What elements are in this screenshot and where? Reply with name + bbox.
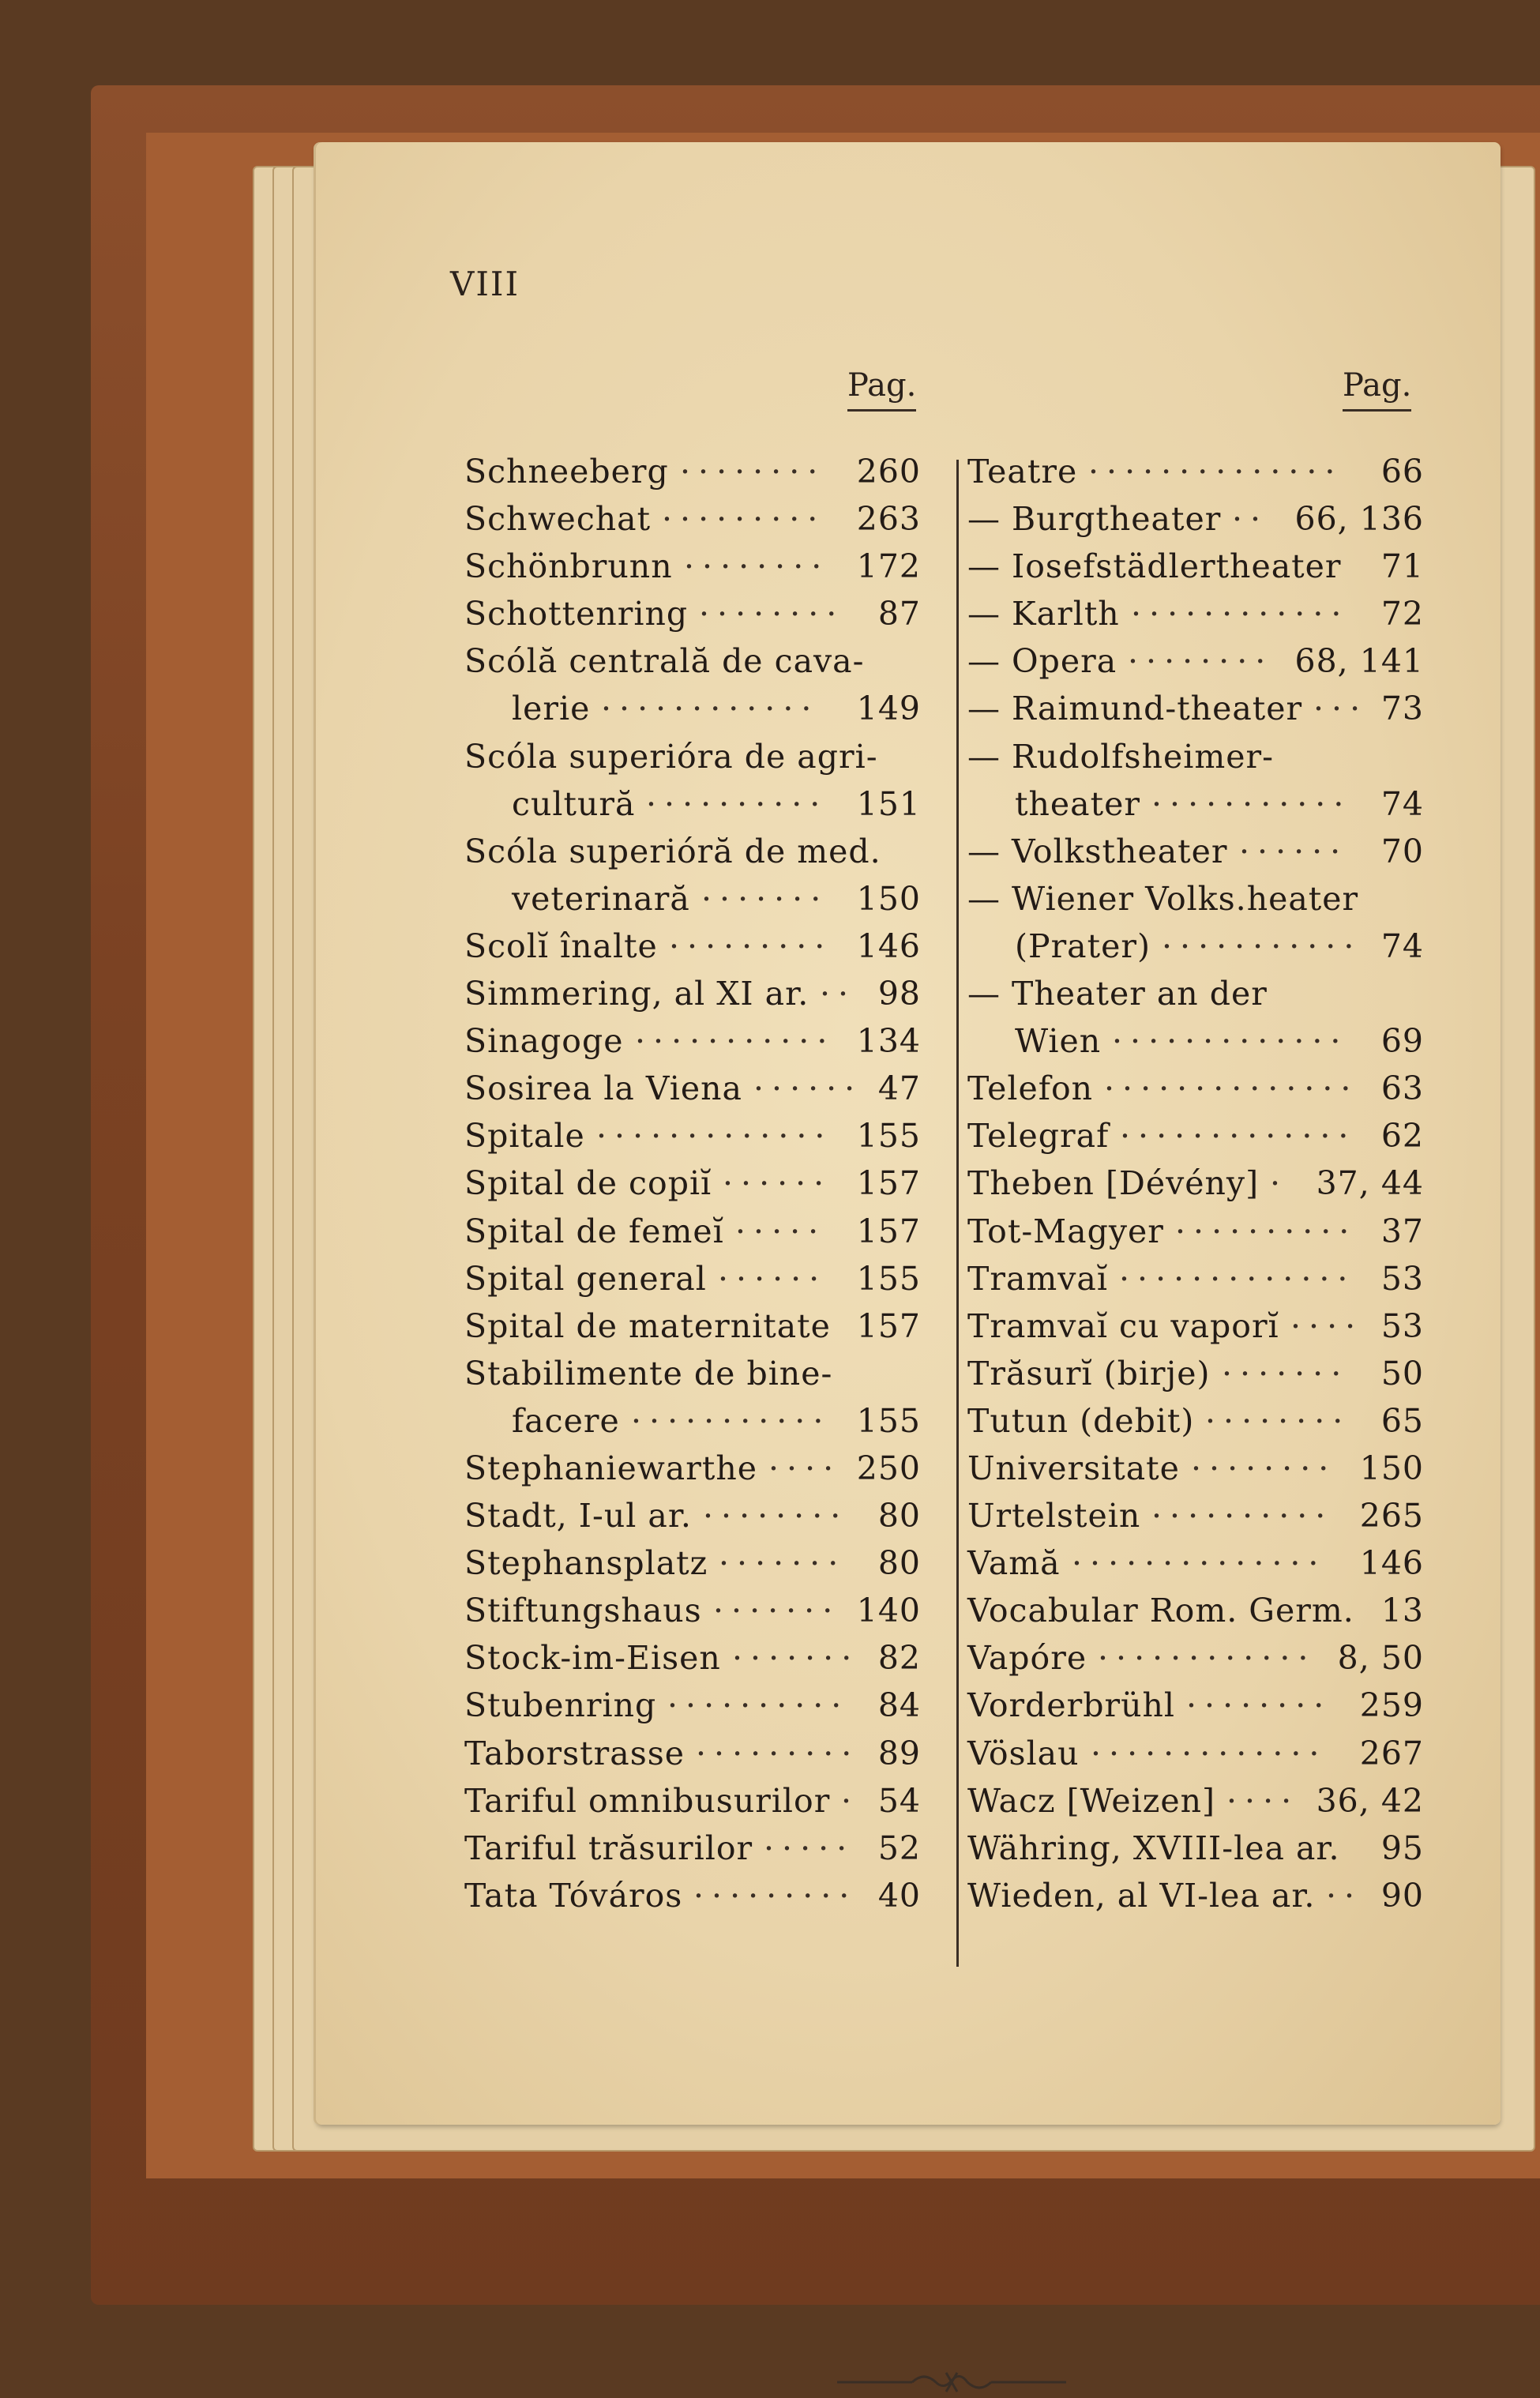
index-entry: Tot-Magyer <box>967 1212 1164 1250</box>
index-row <box>967 637 1424 685</box>
index-page-number: 250 <box>856 1449 921 1487</box>
dot-leader: ··· <box>1313 690 1369 728</box>
index-row <box>464 685 921 732</box>
index-row <box>464 1302 921 1350</box>
index-page-number: 267 <box>1359 1734 1424 1772</box>
index-page-number: 71 <box>1380 547 1424 586</box>
index-entry: Stiftungshaus <box>464 1592 702 1630</box>
index-entry: — Burgtheater <box>967 500 1222 539</box>
index-page-number: 155 <box>856 1401 921 1440</box>
dot-leader: ·········· <box>646 784 828 823</box>
index-row <box>967 875 1424 923</box>
index-entry: theater <box>1015 784 1140 823</box>
dot-leader: ············· <box>1120 1117 1357 1156</box>
index-row <box>464 1730 921 1777</box>
index-row <box>464 970 921 1017</box>
index-page-number: 98 <box>877 975 921 1013</box>
index-page-number: 80 <box>877 1544 921 1583</box>
index-row <box>464 1445 921 1492</box>
index-row <box>967 1065 1424 1112</box>
index-page-number: 157 <box>856 1164 921 1203</box>
index-row <box>967 970 1424 1017</box>
dot-leader: ·· <box>1326 1876 1363 1915</box>
dot-leader: ·········· <box>1151 1497 1334 1535</box>
pag-header-left: Pag. <box>847 365 916 412</box>
dot-leader: · <box>1270 1164 1289 1203</box>
index-entry: Stadt, I-ul ar. <box>464 1497 692 1535</box>
dot-leader: ·· <box>820 975 857 1013</box>
index-row <box>967 1777 1424 1825</box>
index-page-number: 74 <box>1380 784 1424 823</box>
index-row <box>464 637 921 685</box>
index-row <box>967 1017 1424 1065</box>
index-page-number: 66 <box>1380 453 1424 490</box>
dot-leader: ············· <box>1112 1022 1349 1061</box>
dot-leader: ········ <box>1128 642 1274 681</box>
dot-leader: ··········· <box>1151 784 1352 823</box>
index-entry: — Karlth <box>967 595 1120 633</box>
dot-leader: ··········· <box>635 1022 836 1061</box>
pag-header-right: Pag. <box>1343 365 1411 412</box>
dot-leader: ············ <box>1098 1639 1317 1678</box>
index-page-number: 65 <box>1380 1401 1424 1440</box>
dot-leader: · <box>841 1781 860 1820</box>
index-entry: Sosirea la Viena <box>464 1069 742 1108</box>
index-entry: Vöslau <box>967 1734 1080 1772</box>
index-entry: Tata Tóváros <box>464 1876 683 1915</box>
index-page-number: 151 <box>856 784 921 823</box>
dot-leader: ······· <box>719 1544 847 1583</box>
index-entry: Schwechat <box>464 500 652 539</box>
index-entry: cultură <box>512 784 636 823</box>
index-row <box>967 1730 1424 1777</box>
index-entry: lerie <box>512 690 591 728</box>
index-entry: Telefon <box>967 1069 1094 1108</box>
index-page-number: 87 <box>877 595 921 633</box>
index-row <box>967 1445 1424 1492</box>
index-page-number: 134 <box>856 1022 921 1061</box>
index-entry: (Prater) <box>1015 926 1151 965</box>
dot-leader: ········· <box>696 1734 860 1772</box>
index-entry: Stephaniewarthe <box>464 1449 757 1487</box>
index-row <box>967 495 1424 543</box>
index-entry: Spital de copiĭ <box>464 1164 712 1203</box>
index-entry: Tramvaĭ <box>967 1259 1108 1298</box>
dot-leader: ·············· <box>1072 1544 1327 1583</box>
index-row <box>967 1825 1424 1872</box>
index-page-number: 82 <box>877 1639 921 1678</box>
index-page-number: 62 <box>1380 1117 1424 1156</box>
index-entry: veterinară <box>512 879 690 918</box>
index-row <box>464 543 921 590</box>
index-page-number: 8, 50 <box>1337 1639 1424 1678</box>
index-page-number: 84 <box>877 1686 921 1725</box>
index-row <box>967 1634 1424 1682</box>
index-row <box>464 495 921 543</box>
index-row <box>967 1160 1424 1207</box>
index-entry: Vapóre <box>967 1639 1087 1678</box>
index-entry: Simmering, al XI ar. <box>464 975 809 1013</box>
dot-leader: ············· <box>1091 1734 1328 1772</box>
index-row <box>464 1872 921 1919</box>
index-page-number: 53 <box>1380 1306 1424 1345</box>
index-entry: Spital de femeĭ <box>464 1212 724 1250</box>
index-page-number: 53 <box>1380 1259 1424 1298</box>
dot-leader: ······ <box>1239 832 1349 870</box>
index-page-number: 150 <box>856 879 921 918</box>
index-page-number: 74 <box>1380 926 1424 965</box>
index-row <box>967 543 1424 590</box>
index-page-number: 90 <box>1380 1876 1424 1915</box>
dot-leader: ········· <box>662 500 826 539</box>
dot-leader: ······· <box>713 1592 841 1630</box>
index-entry: — Volkstheater <box>967 832 1228 870</box>
index-entry: Vorderbrühl <box>967 1686 1176 1725</box>
dot-leader: ·············· <box>1088 453 1343 490</box>
index-row <box>967 1208 1424 1255</box>
index-row <box>464 1397 921 1445</box>
index-row <box>464 1587 921 1634</box>
index-entry: — Iosefstädlertheater <box>967 547 1342 586</box>
index-entry: Währing, XVIII-lea ar. <box>967 1829 1340 1867</box>
index-column-right <box>967 448 1424 1919</box>
dot-leader: ········ <box>1205 1401 1351 1440</box>
index-entry: Scóla superióră de med. <box>464 832 881 870</box>
index-page-number: 157 <box>856 1212 921 1250</box>
index-page-number: 37 <box>1380 1212 1424 1250</box>
index-entry: Schottenring <box>464 595 689 633</box>
dot-leader: ··········· <box>631 1401 832 1440</box>
index-entry: Spital general <box>464 1259 707 1298</box>
dot-leader: ···· <box>768 1449 842 1487</box>
index-row <box>464 1112 921 1160</box>
index-entry: Spitale <box>464 1117 585 1156</box>
dot-leader: ·· <box>1232 500 1269 539</box>
index-entry: Stubenring <box>464 1686 657 1725</box>
index-page-number: 80 <box>877 1497 921 1535</box>
dot-leader: ···· <box>1290 1306 1364 1345</box>
index-page-number: 172 <box>856 547 921 586</box>
index-row <box>464 1682 921 1729</box>
index-row <box>967 590 1424 637</box>
index-row <box>464 1492 921 1539</box>
dot-leader: ····· <box>735 1212 827 1250</box>
index-entry: Vamă <box>967 1544 1061 1583</box>
index-page-number: 52 <box>877 1829 921 1867</box>
dot-leader: ········ <box>680 453 826 490</box>
index-row <box>967 1112 1424 1160</box>
index-row <box>967 1302 1424 1350</box>
index-entry: Trăsurĭ (birje) <box>967 1354 1211 1393</box>
index-entry: Wien <box>1015 1022 1102 1061</box>
index-row <box>967 923 1424 970</box>
dot-leader: ············· <box>596 1117 833 1156</box>
dot-leader: ······ <box>723 1164 832 1203</box>
index-entry: Tariful trăsurilor <box>464 1829 753 1867</box>
index-row <box>464 733 921 780</box>
dot-leader: ········· <box>693 1876 858 1915</box>
index-row <box>464 1160 921 1207</box>
index-entry: Schönbrunn <box>464 547 673 586</box>
dot-leader: ············ <box>1131 595 1350 633</box>
index-row <box>967 685 1424 732</box>
index-page-number: 157 <box>856 1306 921 1345</box>
index-row <box>967 733 1424 780</box>
index-entry: — Wiener Volks.heater <box>967 879 1359 918</box>
dot-leader: ·············· <box>1104 1069 1359 1108</box>
dot-leader: ······ <box>718 1259 828 1298</box>
dot-leader: ············· <box>1119 1259 1356 1298</box>
dot-leader: ············ <box>601 690 820 728</box>
index-entry: — Opera <box>967 642 1117 681</box>
index-entry: — Theater an der <box>967 975 1268 1013</box>
index-entry: Urtelstein <box>967 1497 1141 1535</box>
index-entry: Stephansplatz <box>464 1544 708 1583</box>
index-entry: — Rudolfsheimer- <box>967 737 1274 776</box>
index-row <box>967 1492 1424 1539</box>
index-entry: Tutun (debit) <box>967 1401 1195 1440</box>
index-page-number: 149 <box>856 690 921 728</box>
index-row <box>464 1255 921 1302</box>
index-page-number: 68, 141 <box>1294 642 1424 681</box>
index-row <box>464 923 921 970</box>
index-row <box>967 448 1424 495</box>
index-entry: Sinagoge <box>464 1022 624 1061</box>
index-page-number: 155 <box>856 1259 921 1298</box>
index-row <box>967 1255 1424 1302</box>
index-row <box>464 1065 921 1112</box>
page-number: VIII <box>450 265 520 303</box>
end-ornament <box>837 2366 1066 2398</box>
index-page-number: 72 <box>1380 595 1424 633</box>
index-row <box>967 828 1424 875</box>
index-entry: Wacz [Weizen] <box>967 1781 1216 1820</box>
index-page-number: 140 <box>856 1592 921 1630</box>
column-divider <box>956 460 959 1967</box>
dot-leader: ···· <box>1226 1781 1300 1820</box>
index-page-number: 146 <box>1359 1544 1424 1583</box>
index-entry: Universitate <box>967 1449 1180 1487</box>
index-entry: Taborstrasse <box>464 1734 685 1772</box>
dot-leader: ······· <box>732 1639 860 1678</box>
index-page-number: 265 <box>1359 1497 1424 1535</box>
dot-leader: ········ <box>699 595 845 633</box>
index-page-number: 63 <box>1380 1069 1424 1108</box>
dot-leader: ······· <box>701 879 829 918</box>
index-entry: Scólă centrală de cava- <box>464 642 865 681</box>
index-entry: — Raimund-theater <box>967 690 1303 728</box>
index-row <box>967 1872 1424 1919</box>
index-page-number: 146 <box>856 926 921 965</box>
index-row <box>464 1777 921 1825</box>
index-page-number: 47 <box>877 1069 921 1108</box>
index-page-number: 260 <box>856 453 921 490</box>
dot-leader: ····· <box>764 1829 855 1867</box>
index-entry: Teatre <box>967 453 1078 490</box>
index-page-number: 89 <box>877 1734 921 1772</box>
index-entry: Wieden, al VI-lea ar. <box>967 1876 1316 1915</box>
index-page-number: 69 <box>1380 1022 1424 1061</box>
index-row <box>464 875 921 923</box>
index-entry: Stock-im-Eisen <box>464 1639 721 1678</box>
index-page-number: 95 <box>1380 1829 1424 1867</box>
dot-leader: ········· <box>669 926 833 965</box>
index-page-number: 37, 44 <box>1316 1164 1424 1203</box>
index-page-number: 36, 42 <box>1316 1781 1424 1820</box>
index-row <box>464 828 921 875</box>
index-entry: Telegraf <box>967 1117 1110 1156</box>
index-row <box>464 590 921 637</box>
index-entry: Stabilimente de bine- <box>464 1354 833 1393</box>
index-page-number: 263 <box>856 500 921 539</box>
index-entry: Scolĭ înalte <box>464 926 658 965</box>
index-row <box>967 1539 1424 1587</box>
index-page-number: 50 <box>1380 1354 1424 1393</box>
index-row <box>464 1208 921 1255</box>
index-page-number: 70 <box>1380 832 1424 870</box>
index-entry: Schneeberg <box>464 453 669 490</box>
index-entry: Tariful omnibusurilor <box>464 1781 831 1820</box>
index-row <box>464 1350 921 1397</box>
index-row <box>464 448 921 495</box>
dot-leader: ··········· <box>1162 926 1362 965</box>
dot-leader: ······· <box>1222 1354 1350 1393</box>
index-row <box>967 1682 1424 1729</box>
index-page-number: 259 <box>1359 1686 1424 1725</box>
index-row <box>464 780 921 828</box>
dot-leader: ·········· <box>1175 1212 1358 1250</box>
dot-leader: ······ <box>753 1069 863 1108</box>
index-page-number: 155 <box>856 1117 921 1156</box>
index-row <box>464 1017 921 1065</box>
index-page-number: 13 <box>1380 1592 1424 1630</box>
index-page-number: 150 <box>1359 1449 1424 1487</box>
index-entry: Theben [Dévény] <box>967 1164 1260 1203</box>
dot-leader: ········ <box>703 1497 849 1535</box>
index-entry: facere <box>512 1401 620 1440</box>
index-entry: Spital de maternitate <box>464 1306 831 1345</box>
index-entry: Tramvaĭ cu vaporĭ <box>967 1306 1279 1345</box>
dot-leader: ········ <box>1186 1686 1332 1725</box>
dot-leader: ········ <box>1191 1449 1337 1487</box>
index-row <box>967 1350 1424 1397</box>
index-entry: Scóla superióra de agri- <box>464 737 878 776</box>
index-entry: Vocabular Rom. Germ. <box>967 1592 1354 1630</box>
index-page-number: 73 <box>1380 690 1424 728</box>
index-row <box>464 1539 921 1587</box>
index-row <box>967 780 1424 828</box>
dot-leader: ········ <box>684 547 830 586</box>
index-page-number: 40 <box>877 1876 921 1915</box>
index-row <box>967 1587 1424 1634</box>
dot-leader: ·········· <box>667 1686 850 1725</box>
index-row <box>464 1634 921 1682</box>
index-page-number: 54 <box>877 1781 921 1820</box>
index-page-number: 66, 136 <box>1294 500 1424 539</box>
index-column-left <box>464 448 921 1919</box>
index-row <box>464 1825 921 1872</box>
index-row <box>967 1397 1424 1445</box>
